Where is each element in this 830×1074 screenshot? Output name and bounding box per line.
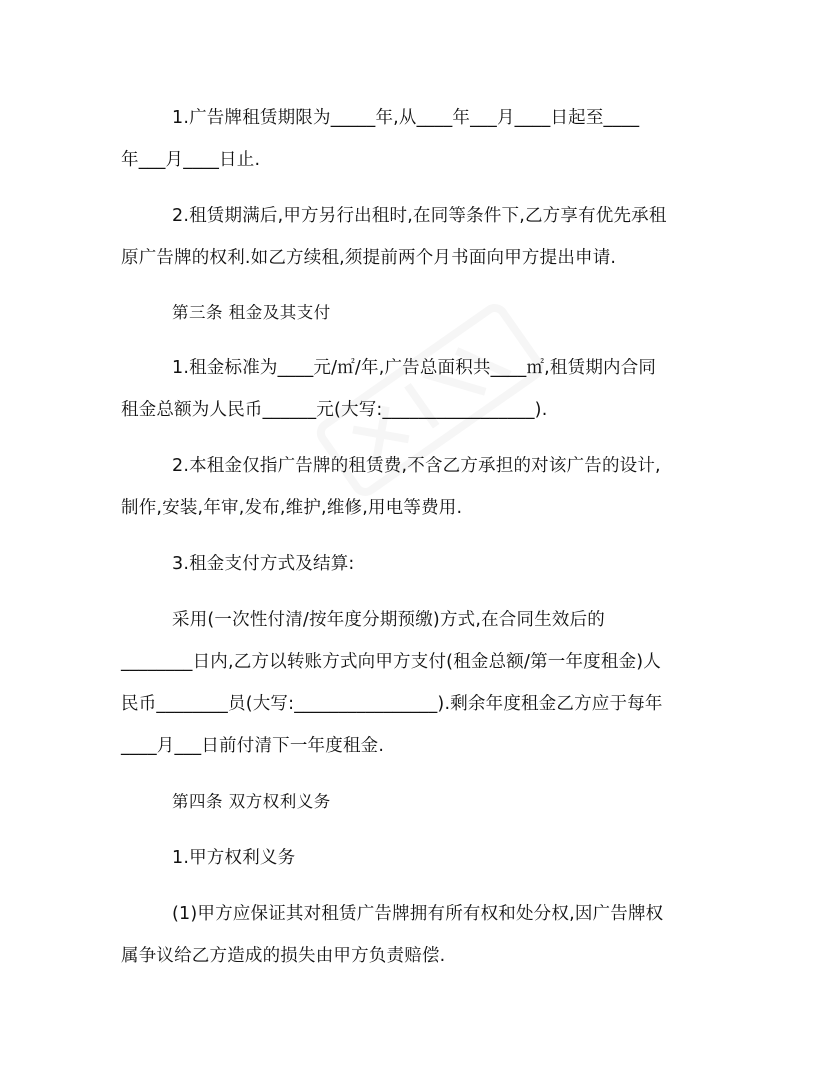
article-3-heading: 第三条 租金及其支付 xyxy=(172,303,331,322)
payment-line-2: ________日内,乙方以转账方式向甲方支付(租金总额/第一年度租金)人 xyxy=(121,652,662,672)
party-a-heading: 1.甲方权利义务 xyxy=(172,848,296,868)
term-1-line-2: 年___月____日止. xyxy=(121,150,261,170)
rent-3-line-1: 3.租金支付方式及结算: xyxy=(172,554,355,574)
party-a-1-line-2: 属争议给乙方造成的损失由甲方负责赔偿. xyxy=(121,946,446,966)
rent-1-line-1: 1.租金标准为____元/㎡/年,广告总面积共____㎡,租赁期内合同 xyxy=(172,358,657,378)
term-1-line-1: 1.广告牌租赁期限为_____年,从____年___月____日起至____ xyxy=(172,108,640,128)
payment-line-3: 民币________员(大写:________________).剩余年度租金乙方应于每年 xyxy=(121,694,663,714)
party-a-1-line-1: (1)甲方应保证其对租赁广告牌拥有所有权和处分权,因广告牌权 xyxy=(172,904,664,924)
payment-line-4: ____月___日前付清下一年度租金. xyxy=(121,736,385,756)
payment-line-1: 采用(一次性付清/按年度分期预缴)方式,在合同生效后的 xyxy=(172,610,606,630)
term-2-line-1: 2.租赁期满后,甲方另行出租时,在同等条件下,乙方享有优先承租 xyxy=(172,206,667,226)
term-2-line-2: 原广告牌的权利.如乙方续租,须提前两个月书面向甲方提出申请. xyxy=(121,248,617,268)
rent-2-line-2: 制作,安装,年审,发布,维护,维修,用电等费用. xyxy=(121,498,463,518)
rent-2-line-1: 2.本租金仅指广告牌的租赁费,不含乙方承担的对该广告的设计, xyxy=(172,456,661,476)
rent-1-line-2: 租金总额为人民币______元(大写:_________________). xyxy=(121,400,548,420)
article-4-heading: 第四条 双方权利义务 xyxy=(172,792,331,811)
